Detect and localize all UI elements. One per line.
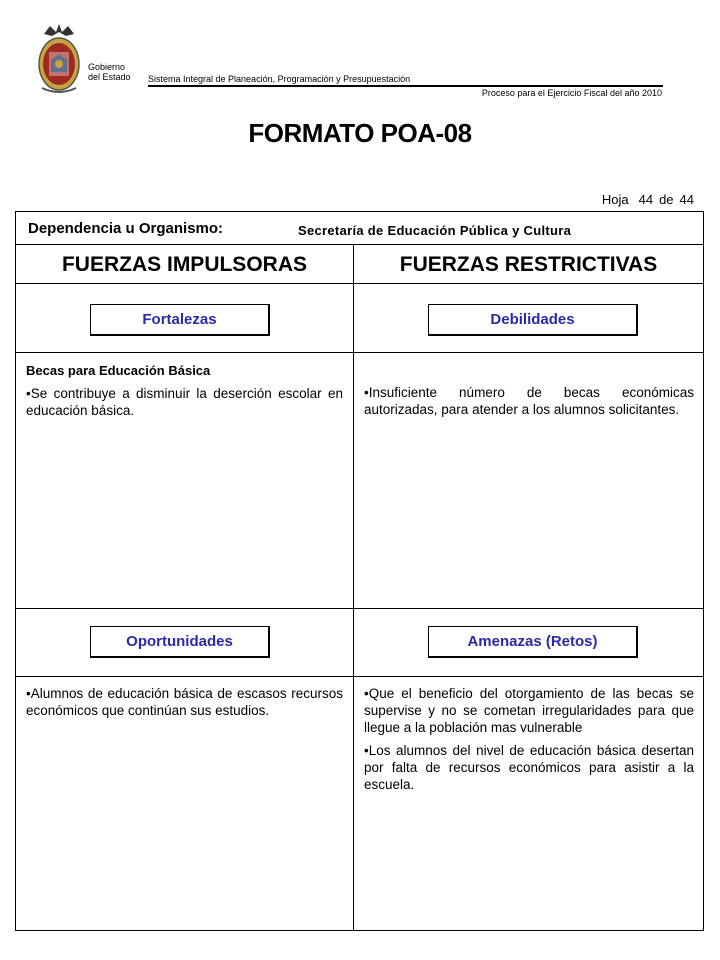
strengths-subtitle: Becas para Educación Básica [26,363,211,378]
header-divider [148,85,663,87]
page-title: FORMATO POA-08 [248,118,472,148]
government-line-2: del Estado [88,72,131,82]
government-label [88,62,131,82]
system-name: Sistema Integral de Planeación, Programación y Presupuestación [148,74,411,84]
driving-forces-header: FUERZAS IMPULSORAS [16,245,353,284]
process-year: Proceso para el Ejercicio Fiscal del año 2010 [481,88,662,98]
opportunities-content [26,685,343,725]
opportunities-label: Oportunidades [90,626,270,658]
government-line-1: Gobierno [88,62,126,72]
dependency-label: Dependencia u Organismo: [28,220,224,237]
page-label: Hoja [601,192,629,207]
threats-label: Amenazas (Retos) [428,626,638,658]
state-crest-logo [36,20,82,96]
threats-content [364,685,694,799]
column-divider [353,245,354,930]
strengths-content [26,362,343,425]
dependency-row [16,212,703,245]
restraining-forces-header: FUERZAS RESTRICTIVAS [354,245,703,284]
strengths-item: •Se contribuye a disminuir la deserción escolar en educación básica. [26,386,343,418]
page-counter [596,192,694,207]
threats-item-1: •Que el beneficio del otorgamiento de las becas se supervise y no se cometan irregularidades para que llegue a la población mas vulnerable [364,686,694,735]
strengths-label: Fortalezas [90,304,270,336]
swot-table [15,211,704,931]
page-total: 44 [679,192,694,207]
page-of: de [659,192,674,207]
page-current: 44 [638,192,654,207]
row-divider-3 [16,676,703,677]
opportunities-item: •Alumnos de educación básica de escasos recursos económicos que continúan sus estudios. [26,686,343,718]
weaknesses-label: Debilidades [428,304,638,336]
threats-item-2: •Los alumnos del nivel de educación básica desertan por falta de recursos económicos para asistir a la escuela. [364,743,694,792]
weaknesses-item: •Insuficiente número de becas económicas autorizadas, para atender a los alumnos solicitantes. [364,385,694,417]
weaknesses-content [364,384,694,424]
row-divider-1 [16,352,703,353]
row-divider-2 [16,608,703,609]
dependency-value: Secretaría de Educación Pública y Cultura [298,223,572,238]
